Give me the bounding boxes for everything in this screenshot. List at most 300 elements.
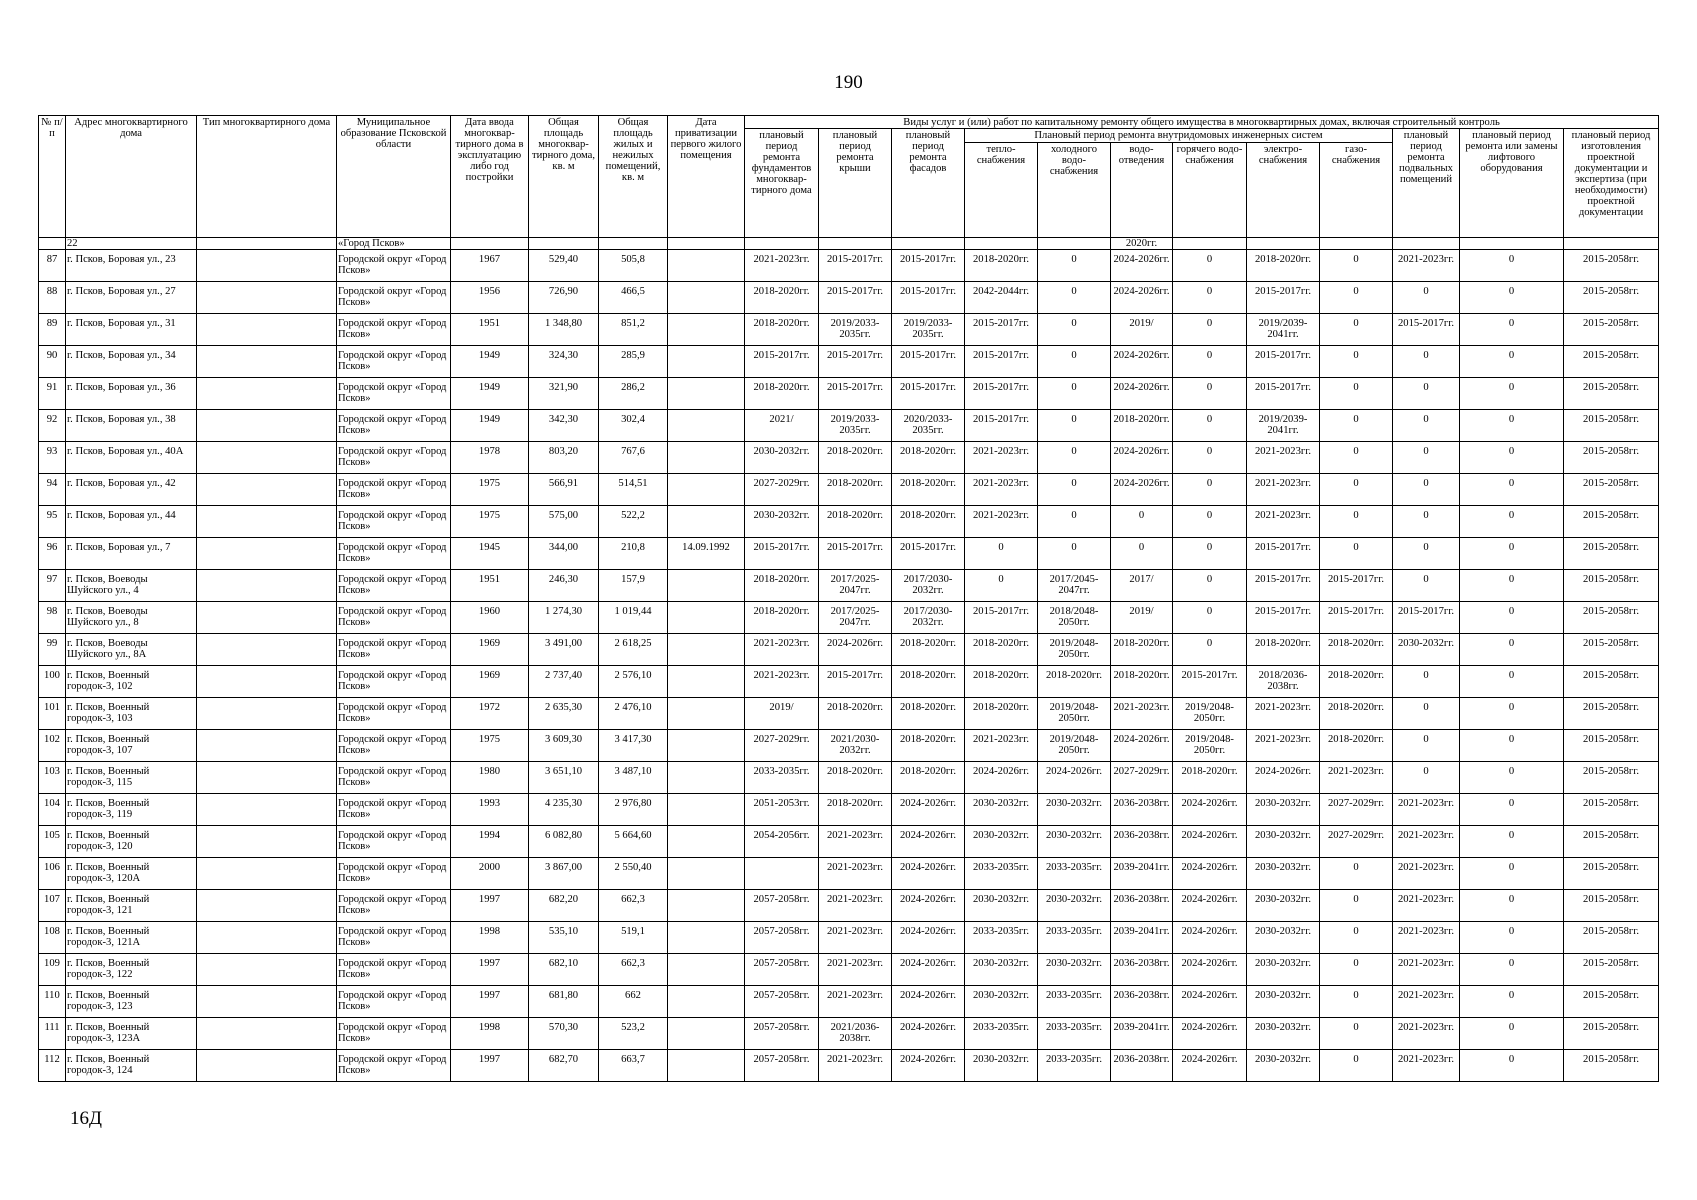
- cell-address: г. Псков, Военный городок-3, 120А: [66, 858, 197, 890]
- cell-row-number: 112: [39, 1050, 66, 1082]
- cell-foundation-period: 2015-2017гг.: [745, 538, 819, 570]
- cell-privatization-date: [668, 570, 745, 602]
- cell-gas-supply-period: 2018-2020гг.: [1320, 666, 1393, 698]
- cell-hot-water-period: 0: [1173, 282, 1247, 314]
- cell-roof-period: 2019/2033-2035гг.: [819, 314, 892, 346]
- cell-cold-water-period: 2030-2032гг.: [1038, 826, 1111, 858]
- table-row: [39, 538, 1659, 570]
- cell-house-type: [197, 1018, 337, 1050]
- cell-heat-supply-period: 0: [965, 538, 1038, 570]
- cell-address: г. Псков, Боровая ул., 38: [66, 410, 197, 442]
- cell-elevator-period: 0: [1460, 1050, 1564, 1082]
- cell-address: г. Псков, Боровая ул., 36: [66, 378, 197, 410]
- cell-roof-period: 2015-2017гг.: [819, 538, 892, 570]
- cell-house-type: [197, 538, 337, 570]
- cell-privatization-date: [668, 442, 745, 474]
- cell-row-number: 107: [39, 890, 66, 922]
- cell-foundation-period: 2021/: [745, 410, 819, 442]
- cell-cold-water-period: 0: [1038, 442, 1111, 474]
- cell-gas-supply-period: 0: [1320, 1050, 1393, 1082]
- cell-row-number: 97: [39, 570, 66, 602]
- cell-municipality: Городской округ «Город Псков»: [337, 1018, 451, 1050]
- cell-roof-period: 2018-2020гг.: [819, 506, 892, 538]
- cell-electricity-period: 2030-2032гг.: [1247, 890, 1320, 922]
- cell-total-area: 3 609,30: [529, 730, 599, 762]
- table-row: [39, 282, 1659, 314]
- cell-commission-year: 1998: [451, 1018, 529, 1050]
- cell-gas-supply-period: 0: [1320, 282, 1393, 314]
- cell-electricity-period: 2015-2017гг.: [1247, 538, 1320, 570]
- cell-hot-water-period: 2024-2026гг.: [1173, 986, 1247, 1018]
- cell-sewerage-period: 2018-2020гг.: [1111, 634, 1173, 666]
- cell-electricity-period: 2030-2032гг.: [1247, 858, 1320, 890]
- cell-roof-period: 2021-2023гг.: [819, 954, 892, 986]
- table-row: [39, 794, 1659, 826]
- cell-design-docs-period: 2015-2058гг.: [1564, 410, 1659, 442]
- cell-privatization-date: [668, 346, 745, 378]
- cell-roof-period: 2017/2025-2047гг.: [819, 602, 892, 634]
- cell-hot-water-period: 0: [1173, 570, 1247, 602]
- cell-design-docs-period: 2015-2058гг.: [1564, 922, 1659, 954]
- cell-heat-supply-period: 2015-2017гг.: [965, 314, 1038, 346]
- cell-sewerage-period: 2019/: [1111, 314, 1173, 346]
- cell-gas-supply-period: 0: [1320, 922, 1393, 954]
- cell-house-type: [197, 922, 337, 954]
- cell-facade-period: 2019/2033-2035гг.: [892, 314, 965, 346]
- cell-living-area: 2 550,40: [599, 858, 668, 890]
- cell-design-docs-period: 2015-2058гг.: [1564, 506, 1659, 538]
- cell-municipality: Городской округ «Город Псков»: [337, 1050, 451, 1082]
- cell-foundation-period: 2027-2029гг.: [745, 474, 819, 506]
- table-row: [39, 346, 1659, 378]
- header-hot-water: горячего водо-снабжения: [1173, 143, 1247, 238]
- cell-facade-period: 2015-2017гг.: [892, 250, 965, 282]
- cell-municipality: Городской округ «Город Псков»: [337, 858, 451, 890]
- cell-foundation-period: 2018-2020гг.: [745, 570, 819, 602]
- cell-cold-water-period: 2033-2035гг.: [1038, 986, 1111, 1018]
- header-privatization-date: Дата приватизации первого жилого помещения: [668, 116, 745, 238]
- cell-hot-water-period: 0: [1173, 410, 1247, 442]
- cell-municipality: Городской округ «Город Псков»: [337, 794, 451, 826]
- cell-commission-year: 1960: [451, 602, 529, 634]
- table-row: [39, 474, 1659, 506]
- cell-commission-year: 1997: [451, 986, 529, 1018]
- cell-facade-period: 2024-2026гг.: [892, 986, 965, 1018]
- cell-row-number: 89: [39, 314, 66, 346]
- cell-elevator-period: 0: [1460, 922, 1564, 954]
- cell-cold-water-period: 2017/2045-2047гг.: [1038, 570, 1111, 602]
- cell-house-type: [197, 442, 337, 474]
- cell-municipality: Городской округ «Город Псков»: [337, 506, 451, 538]
- cell-electricity-period: 2021-2023гг.: [1247, 442, 1320, 474]
- cell-gas-supply-period: 0: [1320, 1018, 1393, 1050]
- cell-cold-water-period: 2033-2035гг.: [1038, 1050, 1111, 1082]
- cell-roof-period: 2021-2023гг.: [819, 1050, 892, 1082]
- cell-basement-period: 2021-2023гг.: [1393, 1018, 1460, 1050]
- cell-address: г. Псков, Военный городок-3, 119: [66, 794, 197, 826]
- cell-hot-water-period: 2019/2048-2050гг.: [1173, 730, 1247, 762]
- capital-repair-table: [38, 115, 1659, 1082]
- cell-heat-supply-period: 2015-2017гг.: [965, 410, 1038, 442]
- cell-row-number: 104: [39, 794, 66, 826]
- cell-row-number: 106: [39, 858, 66, 890]
- cell-facade-period: [892, 238, 965, 250]
- cell-privatization-date: [668, 826, 745, 858]
- cell-municipality: Городской округ «Город Псков»: [337, 698, 451, 730]
- cell-living-area: 2 476,10: [599, 698, 668, 730]
- cell-facade-period: 2018-2020гг.: [892, 442, 965, 474]
- cell-house-type: [197, 474, 337, 506]
- cell-municipality: Городской округ «Город Псков»: [337, 314, 451, 346]
- cell-elevator-period: 0: [1460, 986, 1564, 1018]
- cell-heat-supply-period: 2021-2023гг.: [965, 730, 1038, 762]
- cell-facade-period: 2024-2026гг.: [892, 922, 965, 954]
- cell-hot-water-period: 2019/2048-2050гг.: [1173, 698, 1247, 730]
- header-num: № п/п: [39, 116, 66, 238]
- cell-address: г. Псков, Военный городок-3, 123: [66, 986, 197, 1018]
- cell-elevator-period: 0: [1460, 730, 1564, 762]
- cell-cold-water-period: 2030-2032гг.: [1038, 954, 1111, 986]
- cell-total-area: 535,10: [529, 922, 599, 954]
- cell-facade-period: 2024-2026гг.: [892, 890, 965, 922]
- table-row: [39, 314, 1659, 346]
- cell-roof-period: [819, 238, 892, 250]
- cell-hot-water-period: 0: [1173, 314, 1247, 346]
- cell-living-area: 662,3: [599, 954, 668, 986]
- cell-municipality: Городской округ «Город Псков»: [337, 250, 451, 282]
- cell-hot-water-period: 2024-2026гг.: [1173, 890, 1247, 922]
- cell-hot-water-period: 0: [1173, 442, 1247, 474]
- cell-heat-supply-period: 2030-2032гг.: [965, 1050, 1038, 1082]
- cell-heat-supply-period: 2015-2017гг.: [965, 378, 1038, 410]
- cell-row-number: 92: [39, 410, 66, 442]
- cell-cold-water-period: 0: [1038, 378, 1111, 410]
- cell-commission-year: 1997: [451, 1050, 529, 1082]
- cell-design-docs-period: 2015-2058гг.: [1564, 730, 1659, 762]
- cell-hot-water-period: 0: [1173, 506, 1247, 538]
- cell-gas-supply-period: 2018-2020гг.: [1320, 634, 1393, 666]
- cell-commission-year: 1949: [451, 346, 529, 378]
- cell-heat-supply-period: 0: [965, 570, 1038, 602]
- cell-commission-year: 1980: [451, 762, 529, 794]
- cell-privatization-date: [668, 922, 745, 954]
- cell-total-area: 726,90: [529, 282, 599, 314]
- cell-gas-supply-period: 2015-2017гг.: [1320, 602, 1393, 634]
- table-row: [39, 1018, 1659, 1050]
- cell-address: г. Псков, Военный городок-3, 121: [66, 890, 197, 922]
- cell-living-area: 505,8: [599, 250, 668, 282]
- table-row: [39, 762, 1659, 794]
- cell-roof-period: 2021-2023гг.: [819, 858, 892, 890]
- cell-sewerage-period: 2024-2026гг.: [1111, 282, 1173, 314]
- cell-basement-period: 0: [1393, 410, 1460, 442]
- cell-cold-water-period: 2018/2048-2050гг.: [1038, 602, 1111, 634]
- header-cold-water: холодного водо-снабжения: [1038, 143, 1111, 238]
- cell-commission-year: 1949: [451, 410, 529, 442]
- cell-row-number: 95: [39, 506, 66, 538]
- cell-gas-supply-period: 0: [1320, 858, 1393, 890]
- cell-commission-year: 1997: [451, 954, 529, 986]
- cell-address: г. Псков, Боровая ул., 34: [66, 346, 197, 378]
- cell-living-area: 514,51: [599, 474, 668, 506]
- cell-municipality: Городской округ «Город Псков»: [337, 890, 451, 922]
- cell-design-docs-period: 2015-2058гг.: [1564, 1050, 1659, 1082]
- header-basement: плановый период ремонта подвальных помещений: [1393, 129, 1460, 238]
- cell-sewerage-period: 2024-2026гг.: [1111, 442, 1173, 474]
- cell-design-docs-period: 2015-2058гг.: [1564, 986, 1659, 1018]
- cell-address: г. Псков, Боровая ул., 40А: [66, 442, 197, 474]
- cell-foundation-period: [745, 858, 819, 890]
- cell-row-number: 102: [39, 730, 66, 762]
- cell-sewerage-period: 2024-2026гг.: [1111, 346, 1173, 378]
- cell-sewerage-period: 2036-2038гг.: [1111, 794, 1173, 826]
- cell-foundation-period: 2018-2020гг.: [745, 314, 819, 346]
- cell-gas-supply-period: 2021-2023гг.: [1320, 762, 1393, 794]
- cell-living-area: 2 618,25: [599, 634, 668, 666]
- cell-living-area: 1 019,44: [599, 602, 668, 634]
- cell-address: 22: [66, 238, 197, 250]
- cell-elevator-period: 0: [1460, 890, 1564, 922]
- cell-basement-period: 2021-2023гг.: [1393, 986, 1460, 1018]
- cell-elevator-period: 0: [1460, 794, 1564, 826]
- cell-foundation-period: 2030-2032гг.: [745, 442, 819, 474]
- cell-hot-water-period: 2024-2026гг.: [1173, 1018, 1247, 1050]
- cell-privatization-date: [668, 954, 745, 986]
- cell-elevator-period: 0: [1460, 538, 1564, 570]
- cell-facade-period: 2018-2020гг.: [892, 634, 965, 666]
- cell-design-docs-period: 2015-2058гг.: [1564, 634, 1659, 666]
- cell-row-number: 105: [39, 826, 66, 858]
- cell-hot-water-period: 0: [1173, 634, 1247, 666]
- cell-house-type: [197, 634, 337, 666]
- cell-gas-supply-period: 0: [1320, 314, 1393, 346]
- cell-address: г. Псков, Воеводы Шуйского ул., 8А: [66, 634, 197, 666]
- cell-electricity-period: 2021-2023гг.: [1247, 730, 1320, 762]
- cell-privatization-date: [668, 238, 745, 250]
- cell-address: г. Псков, Военный городок-3, 107: [66, 730, 197, 762]
- cell-heat-supply-period: 2024-2026гг.: [965, 762, 1038, 794]
- cell-municipality: «Город Псков»: [337, 238, 451, 250]
- cell-electricity-period: 2019/2039-2041гг.: [1247, 410, 1320, 442]
- cell-sewerage-period: 2036-2038гг.: [1111, 986, 1173, 1018]
- cell-privatization-date: [668, 474, 745, 506]
- cell-cold-water-period: 0: [1038, 346, 1111, 378]
- cell-gas-supply-period: 2018-2020гг.: [1320, 698, 1393, 730]
- cell-hot-water-period: 0: [1173, 474, 1247, 506]
- cell-privatization-date: 14.09.1992: [668, 538, 745, 570]
- cell-elevator-period: 0: [1460, 666, 1564, 698]
- cell-total-area: 3 651,10: [529, 762, 599, 794]
- cell-cold-water-period: 2019/2048-2050гг.: [1038, 730, 1111, 762]
- cell-commission-year: 1967: [451, 250, 529, 282]
- cell-living-area: 5 664,60: [599, 826, 668, 858]
- cell-address: г. Псков, Военный городок-3, 124: [66, 1050, 197, 1082]
- cell-roof-period: 2015-2017гг.: [819, 666, 892, 698]
- table-row: [39, 730, 1659, 762]
- cell-commission-year: 1994: [451, 826, 529, 858]
- cell-cold-water-period: 2018-2020гг.: [1038, 666, 1111, 698]
- cell-privatization-date: [668, 858, 745, 890]
- cell-roof-period: 2018-2020гг.: [819, 442, 892, 474]
- cell-elevator-period: 0: [1460, 1018, 1564, 1050]
- cell-roof-period: 2015-2017гг.: [819, 346, 892, 378]
- cell-total-area: 1 274,30: [529, 602, 599, 634]
- cell-privatization-date: [668, 698, 745, 730]
- cell-electricity-period: 2030-2032гг.: [1247, 1050, 1320, 1082]
- cell-facade-period: 2024-2026гг.: [892, 954, 965, 986]
- cell-privatization-date: [668, 378, 745, 410]
- cell-design-docs-period: 2015-2058гг.: [1564, 378, 1659, 410]
- cell-heat-supply-period: 2030-2032гг.: [965, 794, 1038, 826]
- cell-living-area: 851,2: [599, 314, 668, 346]
- cell-privatization-date: [668, 890, 745, 922]
- cell-foundation-period: 2030-2032гг.: [745, 506, 819, 538]
- cell-sewerage-period: 0: [1111, 506, 1173, 538]
- cell-heat-supply-period: 2021-2023гг.: [965, 474, 1038, 506]
- cell-cold-water-period: 2033-2035гг.: [1038, 1018, 1111, 1050]
- cell-sewerage-period: 2039-2041гг.: [1111, 858, 1173, 890]
- cell-commission-year: 1972: [451, 698, 529, 730]
- cell-foundation-period: 2018-2020гг.: [745, 378, 819, 410]
- cell-address: г. Псков, Военный городок-3, 122: [66, 954, 197, 986]
- cell-foundation-period: 2033-2035гг.: [745, 762, 819, 794]
- cell-privatization-date: [668, 410, 745, 442]
- cell-facade-period: 2018-2020гг.: [892, 506, 965, 538]
- cell-address: г. Псков, Военный городок-3, 123А: [66, 1018, 197, 1050]
- cell-living-area: 286,2: [599, 378, 668, 410]
- cell-house-type: [197, 954, 337, 986]
- cell-sewerage-period: 2036-2038гг.: [1111, 826, 1173, 858]
- cell-total-area: [529, 238, 599, 250]
- cell-heat-supply-period: [965, 238, 1038, 250]
- cell-design-docs-period: 2015-2058гг.: [1564, 890, 1659, 922]
- cell-facade-period: 2024-2026гг.: [892, 1050, 965, 1082]
- cell-basement-period: 2015-2017гг.: [1393, 602, 1460, 634]
- cell-foundation-period: 2057-2058гг.: [745, 1050, 819, 1082]
- cell-roof-period: 2018-2020гг.: [819, 474, 892, 506]
- cell-sewerage-period: 2024-2026гг.: [1111, 250, 1173, 282]
- cell-sewerage-period: 0: [1111, 538, 1173, 570]
- cell-commission-year: 1949: [451, 378, 529, 410]
- cell-roof-period: 2021-2023гг.: [819, 986, 892, 1018]
- cell-total-area: 6 082,80: [529, 826, 599, 858]
- cell-basement-period: 0: [1393, 506, 1460, 538]
- cell-basement-period: 0: [1393, 346, 1460, 378]
- cell-design-docs-period: 2015-2058гг.: [1564, 602, 1659, 634]
- cell-heat-supply-period: 2030-2032гг.: [965, 954, 1038, 986]
- cell-electricity-period: 2015-2017гг.: [1247, 570, 1320, 602]
- cell-gas-supply-period: 2027-2029гг.: [1320, 826, 1393, 858]
- cell-municipality: Городской округ «Город Псков»: [337, 442, 451, 474]
- cell-gas-supply-period: [1320, 238, 1393, 250]
- table-row: [39, 442, 1659, 474]
- cell-house-type: [197, 314, 337, 346]
- cell-basement-period: 0: [1393, 538, 1460, 570]
- cell-house-type: [197, 410, 337, 442]
- cell-electricity-period: 2015-2017гг.: [1247, 378, 1320, 410]
- cell-gas-supply-period: 0: [1320, 506, 1393, 538]
- cell-basement-period: 2021-2023гг.: [1393, 922, 1460, 954]
- cell-municipality: Городской округ «Город Псков»: [337, 346, 451, 378]
- cell-sewerage-period: 2036-2038гг.: [1111, 1050, 1173, 1082]
- cell-basement-period: 0: [1393, 666, 1460, 698]
- cell-municipality: Городской округ «Город Псков»: [337, 634, 451, 666]
- cell-roof-period: 2017/2025-2047гг.: [819, 570, 892, 602]
- table-row: [39, 826, 1659, 858]
- cell-address: г. Псков, Боровая ул., 23: [66, 250, 197, 282]
- cell-heat-supply-period: 2033-2035гг.: [965, 922, 1038, 954]
- cell-commission-year: 1945: [451, 538, 529, 570]
- cell-basement-period: 0: [1393, 698, 1460, 730]
- header-address: Адрес многоквартирного дома: [66, 116, 197, 238]
- cell-hot-water-period: 0: [1173, 346, 1247, 378]
- cell-roof-period: 2021/2030-2032гг.: [819, 730, 892, 762]
- cell-hot-water-period: 2015-2017гг.: [1173, 666, 1247, 698]
- cell-row-number: 110: [39, 986, 66, 1018]
- cell-elevator-period: 0: [1460, 954, 1564, 986]
- cell-foundation-period: 2057-2058гг.: [745, 954, 819, 986]
- cell-municipality: Городской округ «Город Псков»: [337, 730, 451, 762]
- cell-elevator-period: 0: [1460, 346, 1564, 378]
- cell-privatization-date: [668, 506, 745, 538]
- cell-living-area: 663,7: [599, 1050, 668, 1082]
- cell-house-type: [197, 666, 337, 698]
- cell-house-type: [197, 1050, 337, 1082]
- cell-commission-year: 1975: [451, 506, 529, 538]
- cell-elevator-period: 0: [1460, 762, 1564, 794]
- table-row: [39, 410, 1659, 442]
- cell-commission-year: 2000: [451, 858, 529, 890]
- cell-design-docs-period: 2015-2058гг.: [1564, 698, 1659, 730]
- cell-electricity-period: 2030-2032гг.: [1247, 954, 1320, 986]
- header-municipality: Муниципальное образование Псковской области: [337, 116, 451, 238]
- cell-design-docs-period: 2015-2058гг.: [1564, 250, 1659, 282]
- cell-sewerage-period: 2018-2020гг.: [1111, 666, 1173, 698]
- cell-cold-water-period: 2019/2048-2050гг.: [1038, 698, 1111, 730]
- footer-mark: 16Д: [70, 1108, 102, 1129]
- cell-sewerage-period: 2036-2038гг.: [1111, 954, 1173, 986]
- cell-privatization-date: [668, 634, 745, 666]
- cell-commission-year: 1969: [451, 666, 529, 698]
- cell-design-docs-period: 2015-2058гг.: [1564, 282, 1659, 314]
- cell-sewerage-period: 2024-2026гг.: [1111, 474, 1173, 506]
- page-number: 190: [834, 72, 863, 93]
- cell-cold-water-period: 0: [1038, 538, 1111, 570]
- header-commission-year: Дата ввода многоквар-тирного дома в эксплуатацию либо год постройки: [451, 116, 529, 238]
- cell-basement-period: 2015-2017гг.: [1393, 314, 1460, 346]
- cell-elevator-period: 0: [1460, 314, 1564, 346]
- cell-municipality: Городской округ «Город Псков»: [337, 474, 451, 506]
- cell-sewerage-period: 2024-2026гг.: [1111, 378, 1173, 410]
- cell-total-area: 682,70: [529, 1050, 599, 1082]
- cell-basement-period: 0: [1393, 378, 1460, 410]
- cell-basement-period: 2030-2032гг.: [1393, 634, 1460, 666]
- cell-roof-period: 2021-2023гг.: [819, 890, 892, 922]
- cell-facade-period: 2015-2017гг.: [892, 282, 965, 314]
- cell-gas-supply-period: 0: [1320, 538, 1393, 570]
- cell-municipality: Городской округ «Город Псков»: [337, 762, 451, 794]
- cell-house-type: [197, 794, 337, 826]
- cell-address: г. Псков, Боровая ул., 7: [66, 538, 197, 570]
- header-foundation: плановый период ремонта фундаментов многоквар-тирного дома: [745, 129, 819, 238]
- cell-living-area: 662: [599, 986, 668, 1018]
- cell-total-area: 682,20: [529, 890, 599, 922]
- cell-gas-supply-period: 0: [1320, 378, 1393, 410]
- cell-roof-period: 2018-2020гг.: [819, 698, 892, 730]
- cell-privatization-date: [668, 250, 745, 282]
- cell-living-area: 2 576,10: [599, 666, 668, 698]
- cell-hot-water-period: 2024-2026гг.: [1173, 858, 1247, 890]
